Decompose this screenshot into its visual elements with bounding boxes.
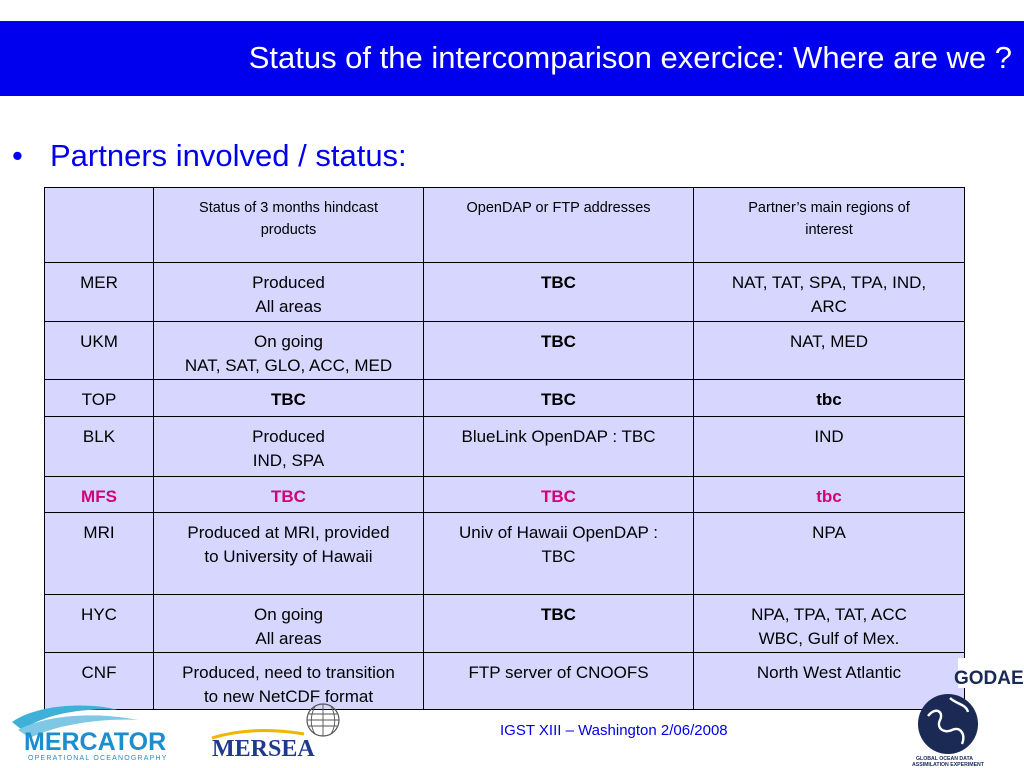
bullet-item [12,138,407,174]
bullet-text: Partners involved / status: [50,138,407,173]
address-cell: BlueLink OpenDAP : TBC [424,417,694,477]
status-cell: Produced IND, SPA [154,417,424,477]
footer-text: IGST XIII – Washington 2/06/2008 [500,722,728,739]
table-row [45,263,965,322]
address-cell: TBC [424,380,694,417]
region-cell: tbc [694,380,965,417]
address-cell: TBC [424,477,694,513]
address-cell: FTP server of CNOOFS [424,653,694,710]
godae-logo [910,656,1024,768]
table-row [45,380,965,417]
region-cell: NAT, MED [694,322,965,380]
partner-cell: TOP [45,380,154,417]
table-row [45,595,965,653]
header-cell-regions: Partner’s main regions of interest [694,188,965,263]
header-cell-addresses: OpenDAP or FTP addresses [424,188,694,263]
region-cell: NPA, TPA, TAT, ACC WBC, Gulf of Mex. [694,595,965,653]
partner-cell: MER [45,263,154,322]
status-cell: On going NAT, SAT, GLO, ACC, MED [154,322,424,380]
header-cell-status: Status of 3 months hindcast products [154,188,424,263]
partner-cell: MRI [45,513,154,595]
status-cell: TBC [154,477,424,513]
region-cell: NAT, TAT, SPA, TPA, IND, ARC [694,263,965,322]
globe-icon [918,694,978,754]
table-header-row [45,188,965,263]
status-cell: Produced All areas [154,263,424,322]
partner-cell: HYC [45,595,154,653]
region-cell: IND [694,417,965,477]
mercator-tagline: OPERATIONAL OCEANOGRAPHY [28,755,168,762]
address-cell: TBC [424,595,694,653]
partner-cell: MFS [45,477,154,513]
region-cell: NPA [694,513,965,595]
mersea-wordmark: MERSEA [212,736,315,762]
region-cell: tbc [694,477,965,513]
status-cell: Produced at MRI, provided to University of Hawaii [154,513,424,595]
godae-tagline-1: GLOBAL OCEAN DATA [916,756,974,762]
address-cell: TBC [424,263,694,322]
partner-cell: BLK [45,417,154,477]
partners-status-table [44,187,965,710]
godae-tagline-2: ASSIMILATION EXPERIMENT [912,762,984,768]
table-row [45,513,965,595]
mercator-logo [8,700,198,764]
godae-wordmark: GODAE [954,668,1024,689]
status-cell: Produced, need to transition to new NetCDF format [154,653,424,710]
address-cell: TBC [424,322,694,380]
address-cell: Univ of Hawaii OpenDAP : TBC [424,513,694,595]
table-row [45,477,965,513]
header-cell-partner [45,188,154,263]
slide-title: Status of the intercomparison exercice: Where are we ? [248,40,1012,75]
table-row [45,322,965,380]
mercator-wordmark: MERCATOR [24,728,167,756]
partner-cell: UKM [45,322,154,380]
status-cell: TBC [154,380,424,417]
status-cell: On going All areas [154,595,424,653]
partner-cell: CNF [45,653,154,710]
bullet-icon: • [12,138,23,173]
table-row [45,417,965,477]
mersea-logo [208,700,348,764]
region-cell: North West Atlantic [694,653,965,710]
